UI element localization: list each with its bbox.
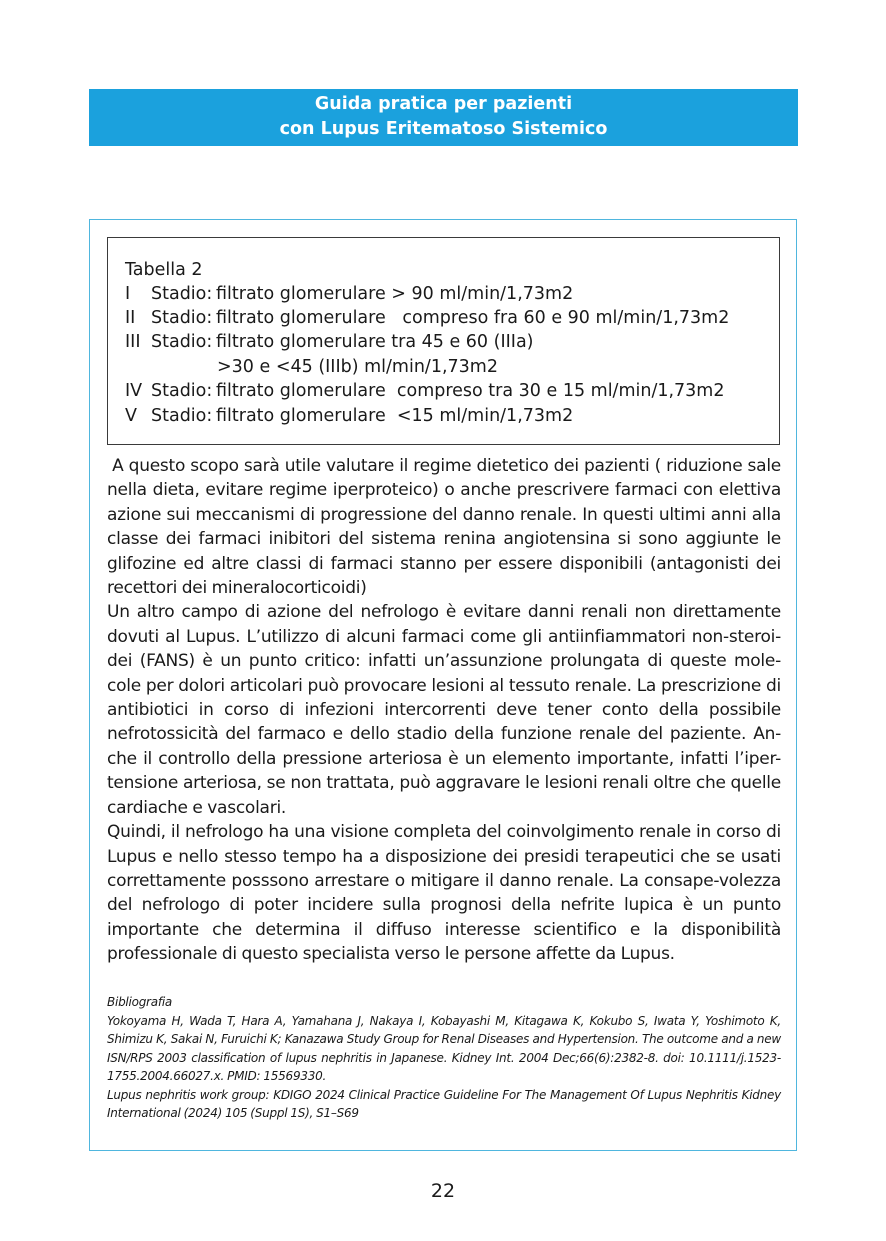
stage-description: filtrato glomerulare > 90 ml/min/1,73m2	[216, 284, 574, 304]
table-row	[125, 379, 725, 403]
body-text	[107, 454, 786, 967]
table-title: Tabella 2	[125, 260, 203, 280]
bibliography-entry: Yokoyama H, Wada T, Hara A, Yamahana J, Nakaya I, Kobayashi M, Kitagawa K, Kokubo S, Iwata Y, Yoshimoto K, Shimizu K, Sakai N, Furuichi K; Kanazawa Study Group for Renal Diseases and Hypertension. The outcome and a new ISN/RPS 2003 classification of lupus nephritis in Japanese. Kidney Int. 2004 Dec;66(6):2382-8. doi: 10.1111/j.1523-1755.2004.66027.x. PMID: 15569330.	[107, 1013, 781, 1083]
table-row	[125, 404, 573, 428]
table-row	[125, 306, 729, 330]
stage-label: Stadio:	[151, 308, 213, 328]
table-row-continuation	[217, 355, 498, 379]
stage-description: filtrato glomerulare tra 45 e 60 (IIIa)	[216, 332, 534, 352]
bibliography-title: Bibliografia	[107, 995, 173, 1009]
bibliography	[107, 993, 781, 1123]
bibliography-entry: Lupus nephritis work group: KDIGO 2024 Clinical Practice Guideline For The Management Of Lupus Nephritis Kidney International (2024) 105 (Suppl 1S), S1–S69	[107, 1087, 781, 1120]
table-row	[125, 282, 573, 306]
header-title-line-2: con Lupus Eritematoso Sistemico	[279, 119, 608, 139]
stage-description: filtrato glomerulare compreso fra 60 e 90 ml/min/1,73m2	[216, 308, 730, 328]
paragraph: Quindi, il nefrologo ha una visione completa del coinvolgimento renale in corso di Lupus e nello stesso tempo ha a disposizione dei presidi terapeutici che se usati correttamente posssono arrestare o mitigare il danno renale. La consape-volezza del nefrologo di poter incidere sulla prognosi della nefrite lupica è un punto importante che determina il diffuso interesse scientifico e la disponibilità professionale di questo specialista verso le persone affette da Lupus.	[107, 822, 781, 965]
stage-label: Stadio:	[151, 284, 213, 304]
ckd-stages-table	[107, 237, 780, 445]
stage-number: II	[125, 308, 136, 328]
stage-number: I	[125, 284, 131, 304]
stage-number: V	[125, 406, 137, 426]
stage-description: >30 e <45 (IIIb) ml/min/1,73m2	[217, 357, 498, 377]
stage-number: IV	[125, 381, 143, 401]
stage-label: Stadio:	[151, 332, 213, 352]
page-number: 22	[430, 1180, 456, 1202]
table-row	[125, 330, 534, 354]
header-title-line-1: Guida pratica per pazienti	[314, 94, 573, 114]
stage-number: III	[125, 332, 141, 352]
paragraph: A questo scopo sarà utile valutare il regime dietetico dei pazienti ( riduzione sale nella dieta, evitare regime iperproteico) o anche prescrivere farmaci con elettiva azione sui meccanismi di progressione del danno renale. In questi ultimi anni alla classe dei farmaci inibitori del sistema renina angiotensina si sono aggiunte le glifozine ed altre classi di farmaci stanno per essere disponibili (antagonisti dei recettori dei mineralocorticoidi)	[107, 456, 786, 599]
page-header-banner	[89, 89, 798, 146]
stage-label: Stadio:	[151, 406, 213, 426]
paragraph: Un altro campo di azione del nefrologo è evitare danni renali non direttamente dovuti al Lupus. L’utilizzo di alcuni farmaci come gli antiinfiammatori non-steroi-dei (FANS) è un punto critico: infatti un’assunzione prolungata di queste mole-cole per dolori articolari può provocare lesioni al tessuto renale. La prescrizione di antibiotici in corso di infezioni intercorrenti deve tener conto della possibile nefrotossicità del farmaco e dello stadio della funzione renale del paziente. An-che il controllo della pressione arteriosa è un elemento importante, infatti l’iper-tensione arteriosa, se non trattata, può aggravare le lesioni renali oltre che quelle cardiache e vascolari.	[107, 602, 781, 818]
stage-description: filtrato glomerulare <15 ml/min/1,73m2	[216, 406, 574, 426]
stage-label: Stadio:	[151, 381, 213, 401]
stage-description: filtrato glomerulare compreso tra 30 e 15 ml/min/1,73m2	[216, 381, 725, 401]
